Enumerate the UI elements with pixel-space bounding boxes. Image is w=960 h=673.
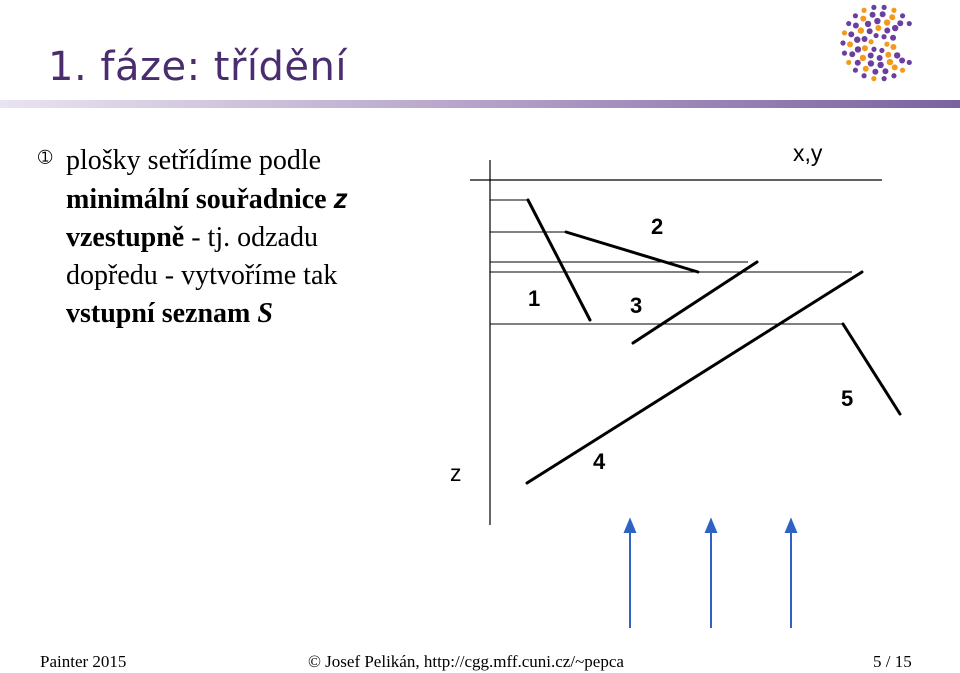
view-arrow-2-head-icon (706, 520, 716, 532)
polygon-edge-2 (566, 232, 698, 272)
footer-page-number: 5 / 15 (873, 652, 912, 671)
bullet-line-3-rest: - tj. odzadu (184, 222, 318, 253)
bullet-line-4: dopředu - vytvoříme tak (66, 260, 338, 291)
segment-label-4: 4 (593, 449, 606, 474)
circled-one-bullet-icon: ➀ (38, 148, 53, 168)
view-arrow-3-head-icon (786, 520, 796, 532)
footer-course: Painter 2015 (40, 652, 127, 671)
bullet-bold-phrase: minimální souřadnice (66, 184, 327, 215)
segment-label-3: 3 (630, 293, 643, 318)
polygon-edge-3 (633, 262, 757, 343)
slide-title: 1. fáze: třídění (48, 44, 347, 90)
footer-copyright: © Josef Pelikán, http://cgg.mff.cuni.cz/~pepca (308, 652, 624, 671)
segment-label-1: 1 (528, 286, 541, 311)
segment-label-5: 5 (841, 386, 854, 411)
ascending-word: vzestupně (66, 222, 185, 253)
s-variable: S (257, 298, 273, 329)
z-variable: z (333, 183, 348, 214)
view-arrow-1-head-icon (625, 520, 635, 532)
xy-axis-label: x,y (793, 140, 823, 166)
z-axis-label: z (450, 460, 462, 486)
input-list-phrase: vstupní seznam (66, 298, 251, 329)
segment-label-2: 2 (651, 214, 664, 239)
bullet-line-1: plošky setřídíme podle (66, 145, 322, 176)
